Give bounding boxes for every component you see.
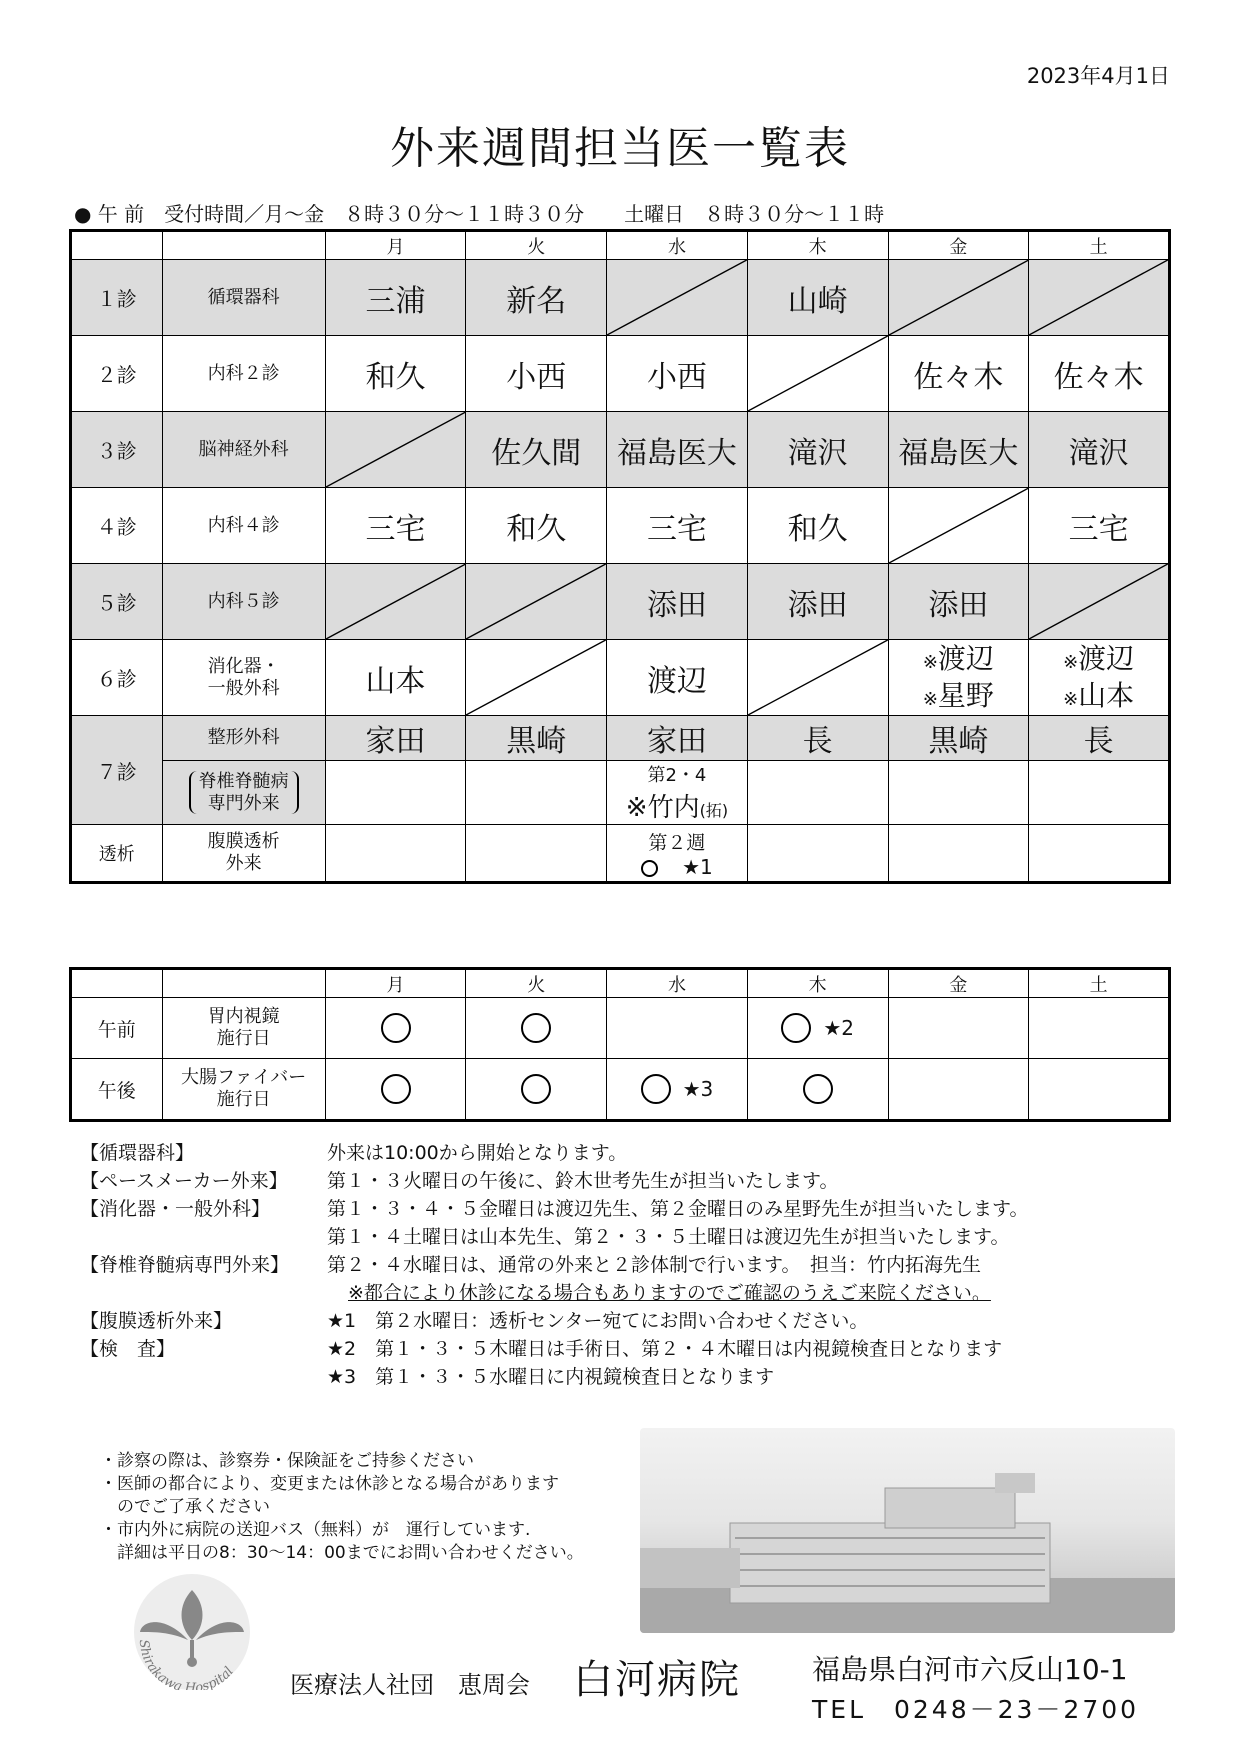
note-row: [80, 1250, 1200, 1278]
doctor-cell: [747, 761, 888, 825]
department: 整形外科: [162, 716, 325, 761]
note-row: [80, 1334, 1200, 1362]
clinic-number: ５診: [71, 564, 163, 640]
empty-slash: [326, 564, 466, 639]
doctor-cell: [607, 260, 748, 336]
procedure-day-cell: [607, 1059, 748, 1121]
procedure-day-cell: [888, 998, 1029, 1059]
session-label: 午前: [71, 998, 163, 1059]
bullet-line: ・医師の都合により、変更または休診となる場合があります: [100, 1474, 559, 1494]
asterisk-mark: ※: [922, 652, 938, 674]
doctor-cell: [607, 761, 748, 825]
department-line: 外来: [225, 853, 262, 874]
department-line: 脊椎脊髄病: [198, 770, 289, 792]
department: [162, 825, 325, 883]
note-row: [80, 1306, 1200, 1334]
doctor-cell: 和久: [325, 336, 466, 412]
clinic-row: [71, 716, 1170, 761]
department-line: 大腸ファイバー: [180, 1067, 307, 1089]
note-row: [80, 1222, 1200, 1250]
doctor-cell: 黒崎: [466, 716, 607, 761]
department: 内科５診: [162, 564, 325, 640]
circle-mark: [641, 1074, 671, 1104]
department-bracket: [189, 771, 299, 814]
note-text: 第２・４水曜日は、通常の外来と２診体制で行います。 担当：竹内拓海先生: [327, 1254, 981, 1276]
department: 循環器科: [162, 260, 325, 336]
logo-text: Shirakawa Hospital: [135, 1639, 237, 1690]
clinic-number: ７診: [71, 716, 163, 825]
department: [162, 640, 325, 716]
asterisk-mark: ※: [922, 688, 938, 710]
doctor-cell: 佐久間: [466, 412, 607, 488]
doctor-cell: [607, 825, 748, 883]
endoscopy-row: [71, 998, 1170, 1059]
doctor-cell: 福島医大: [888, 412, 1029, 488]
note-text: ★2 第１・３・５木曜日は手術日、第２・４木曜日は内視鏡検査日となります: [327, 1338, 1003, 1360]
week-note: 第2・4: [647, 765, 707, 786]
doctor-cell: 長: [1029, 716, 1170, 761]
star-note: ★2: [823, 1016, 854, 1040]
doctor-cell: [1029, 260, 1170, 336]
procedure-day-cell: [747, 998, 888, 1059]
day-header: 水: [607, 969, 748, 998]
week-note: 第２週: [648, 831, 706, 854]
procedure-name: [162, 998, 325, 1059]
note-key: 【脊椎脊髄病専門外来】: [80, 1254, 290, 1276]
asterisk-mark: ※: [1063, 652, 1079, 674]
doctor-name: 竹内: [647, 793, 700, 823]
day-header: 火: [466, 231, 607, 260]
note-key: 【循環器科】: [80, 1142, 195, 1164]
circle-mark: [781, 1013, 811, 1043]
note-text: ※都合により休診になる場合もありますのでご確認のうえご来院ください。: [348, 1282, 991, 1304]
doctor-name-line: [607, 787, 747, 824]
clinic-row: [71, 412, 1170, 488]
note-row: [80, 1166, 1200, 1194]
empty-slash: [889, 260, 1029, 335]
doctor-cell: [466, 640, 607, 716]
note-row: [80, 1138, 1200, 1166]
circle-mark: [803, 1074, 833, 1104]
circle-mark: [521, 1074, 551, 1104]
bullet-line: ・市内外に病院の送迎バス（無料）が 運行しています.: [100, 1520, 531, 1540]
star-note: ★3: [682, 1077, 714, 1101]
empty-slash: [607, 260, 747, 335]
asterisk-mark: ※: [1063, 688, 1079, 710]
header-blank: [162, 231, 325, 260]
doctor-cell: [888, 640, 1029, 716]
department: 内科２診: [162, 336, 325, 412]
header-blank: [71, 969, 163, 998]
doctor-cell: [747, 640, 888, 716]
procedure-day-cell: [325, 998, 466, 1059]
empty-slash: [748, 336, 888, 411]
doctor-cell: 渡辺: [607, 640, 748, 716]
doctor-cell: [325, 825, 466, 883]
doctor-name-line: [889, 678, 1029, 714]
doctor-cell: 三宅: [1029, 488, 1170, 564]
procedure-day-cell: [1029, 1059, 1170, 1121]
page-title: 外来週間担当医一覧表: [390, 123, 850, 174]
day-header: 火: [466, 969, 607, 998]
day-header-row: [71, 969, 1170, 998]
doctor-cell: 家田: [325, 716, 466, 761]
clinic-row: [71, 564, 1170, 640]
session-label: 午後: [71, 1059, 163, 1121]
circle-mark: [521, 1013, 551, 1043]
department-line: 施行日: [216, 1089, 271, 1110]
day-header: 金: [888, 969, 1029, 998]
doctor-cell: [466, 564, 607, 640]
issue-date: 2023年4月1日: [1026, 64, 1170, 88]
note-row: [80, 1278, 1200, 1306]
clinic-row: [71, 336, 1170, 412]
doctor-cell: 滝沢: [1029, 412, 1170, 488]
header-blank: [162, 969, 325, 998]
circle-mark: [381, 1074, 411, 1104]
doctor-cell: 滝沢: [747, 412, 888, 488]
hospital-address: 福島県白河市六反山10-1: [812, 1653, 1128, 1686]
clinic-number: １診: [71, 260, 163, 336]
department-line: 腹膜透析: [207, 831, 280, 853]
procedure-day-cell: [607, 998, 748, 1059]
clinic-row: [71, 488, 1170, 564]
note-text: 第１・３火曜日の午後に、鈴木世考先生が担当いたします。: [327, 1170, 839, 1192]
note-key: 【消化器・一般外科】: [80, 1198, 271, 1220]
doctor-cell: 三宅: [607, 488, 748, 564]
clinic-row: [71, 260, 1170, 336]
circle-mark: [641, 860, 658, 877]
bullet-line: のでご了承ください: [100, 1497, 270, 1517]
clinic-number: 透析: [71, 825, 163, 883]
doctor-name: 山本: [1078, 678, 1135, 712]
procedure-day-cell: [466, 998, 607, 1059]
day-header-row: [71, 231, 1170, 260]
reception-hours: ● 午 前 受付時間／月～金 ８時３０分～１１時３０分 土曜日 ８時３０分～１１時: [74, 202, 885, 226]
doctor-cell: [325, 761, 466, 825]
clinic-number: ３診: [71, 412, 163, 488]
department-line: 一般外科: [207, 677, 280, 699]
doctor-cell: 佐々木: [888, 336, 1029, 412]
doctor-cell: [888, 488, 1029, 564]
day-header: 水: [607, 231, 748, 260]
doctor-cell: [747, 336, 888, 412]
doctor-cell: 新名: [466, 260, 607, 336]
procedure-day-cell: [888, 1059, 1029, 1121]
doctor-cell: [888, 825, 1029, 883]
department-line: 専門外来: [207, 792, 280, 814]
doctor-cell: 福島医大: [607, 412, 748, 488]
doctor-name-line: [1029, 641, 1168, 677]
doctor-cell: 和久: [747, 488, 888, 564]
day-header: 木: [747, 231, 888, 260]
doctor-cell: [466, 825, 607, 883]
empty-slash: [1029, 260, 1168, 335]
doctor-cell: [325, 412, 466, 488]
doctor-cell: [888, 761, 1029, 825]
doctor-cell: 添田: [747, 564, 888, 640]
bullet-line: ・診察の際は、診察券・保険証をご持参ください: [100, 1451, 474, 1471]
procedure-name: [162, 1059, 325, 1121]
note-text: 第１・４土曜日は山本先生、第２・３・５土曜日は渡辺先生が担当いたします。: [327, 1226, 1010, 1248]
spine-clinic-row: [71, 761, 1170, 825]
doctor-cell: [1029, 640, 1170, 716]
note-text: 第１・３・４・５金曜日は渡辺先生、第２金曜日のみ星野先生が担当いたします。: [327, 1198, 1029, 1220]
note-key: 【腹膜透析外来】: [80, 1310, 233, 1332]
doctor-cell: 佐々木: [1029, 336, 1170, 412]
clinic-number: ６診: [71, 640, 163, 716]
empty-slash: [748, 640, 888, 715]
doctor-cell: [1029, 564, 1170, 640]
asterisk-mark: ※: [625, 793, 648, 823]
doctor-cell: 長: [747, 716, 888, 761]
notes-section: [80, 1138, 1200, 1390]
empty-slash: [326, 412, 466, 487]
dialysis-mark-line: [607, 855, 747, 879]
organization-name: 医療法人社団 恵周会: [290, 1671, 530, 1699]
note-row: [80, 1194, 1200, 1222]
bullet-line: 詳細は平日の8：30～14：00までにお問い合わせください。: [100, 1543, 584, 1563]
doctor-cell: 三浦: [325, 260, 466, 336]
doctor-cell: [888, 260, 1029, 336]
note-key: 【検 査】: [80, 1338, 176, 1360]
procedure-day-cell: [747, 1059, 888, 1121]
doctor-cell: 山崎: [747, 260, 888, 336]
empty-slash: [889, 488, 1029, 563]
doctor-cell: [1029, 761, 1170, 825]
doctor-suffix: (拓): [699, 801, 729, 820]
clinic-row: [71, 640, 1170, 716]
department: 脳神経外科: [162, 412, 325, 488]
hospital-name: 白河病院: [573, 1657, 741, 1703]
procedure-day-cell: [1029, 998, 1170, 1059]
doctor-cell: 和久: [466, 488, 607, 564]
note-text: 外来は10:00から開始となります。: [327, 1142, 628, 1164]
doctor-name: 渡辺: [1078, 642, 1135, 676]
doctor-name-line: [889, 641, 1029, 677]
department: [162, 761, 325, 825]
department-line: 消化器・: [207, 655, 280, 677]
day-header: 月: [325, 969, 466, 998]
day-header: 土: [1029, 969, 1170, 998]
note-row: [80, 1362, 1200, 1390]
doctor-cell: 小西: [607, 336, 748, 412]
bullet-notices: [100, 1450, 584, 1565]
hospital-logo: [120, 1570, 265, 1690]
empty-slash: [466, 640, 606, 715]
doctor-cell: 小西: [466, 336, 607, 412]
hospital-tel: TEL 0248－23－2700: [812, 1695, 1140, 1724]
procedure-day-cell: [325, 1059, 466, 1121]
doctor-name: 渡辺: [937, 642, 994, 676]
hospital-photo: [640, 1428, 1175, 1633]
endoscopy-row: [71, 1059, 1170, 1121]
day-header: 土: [1029, 231, 1170, 260]
doctor-cell: 山本: [325, 640, 466, 716]
note-text: ★3 第１・３・５水曜日に内視鏡検査日となります: [327, 1366, 775, 1388]
clinic-number: ２診: [71, 336, 163, 412]
department-line: 施行日: [216, 1028, 271, 1049]
endoscopy-table: [69, 967, 1171, 1122]
header-blank: [71, 231, 163, 260]
doctor-cell: [1029, 825, 1170, 883]
empty-slash: [1029, 564, 1168, 639]
schedule-table: [69, 229, 1171, 884]
department-line: 胃内視鏡: [207, 1006, 280, 1028]
clinic-number: ４診: [71, 488, 163, 564]
empty-slash: [466, 564, 606, 639]
note-key: 【ペースメーカー外来】: [80, 1170, 288, 1192]
day-header: 木: [747, 969, 888, 998]
doctor-name: 星野: [937, 678, 994, 712]
doctor-cell: 三宅: [325, 488, 466, 564]
department: 内科４診: [162, 488, 325, 564]
doctor-cell: 添田: [607, 564, 748, 640]
doctor-cell: [466, 761, 607, 825]
procedure-day-cell: [466, 1059, 607, 1121]
star-note: ★1: [682, 854, 713, 879]
circle-mark: [381, 1013, 411, 1043]
note-text: ★1 第２水曜日：透析センター宛てにお問い合わせください。: [327, 1310, 869, 1332]
doctor-cell: 黒崎: [888, 716, 1029, 761]
doctor-cell: 添田: [888, 564, 1029, 640]
dialysis-row: [71, 825, 1170, 883]
day-header: 金: [888, 231, 1029, 260]
day-header: 月: [325, 231, 466, 260]
doctor-cell: [325, 564, 466, 640]
doctor-name-line: [1029, 678, 1168, 714]
doctor-cell: 家田: [607, 716, 748, 761]
doctor-cell: [747, 825, 888, 883]
